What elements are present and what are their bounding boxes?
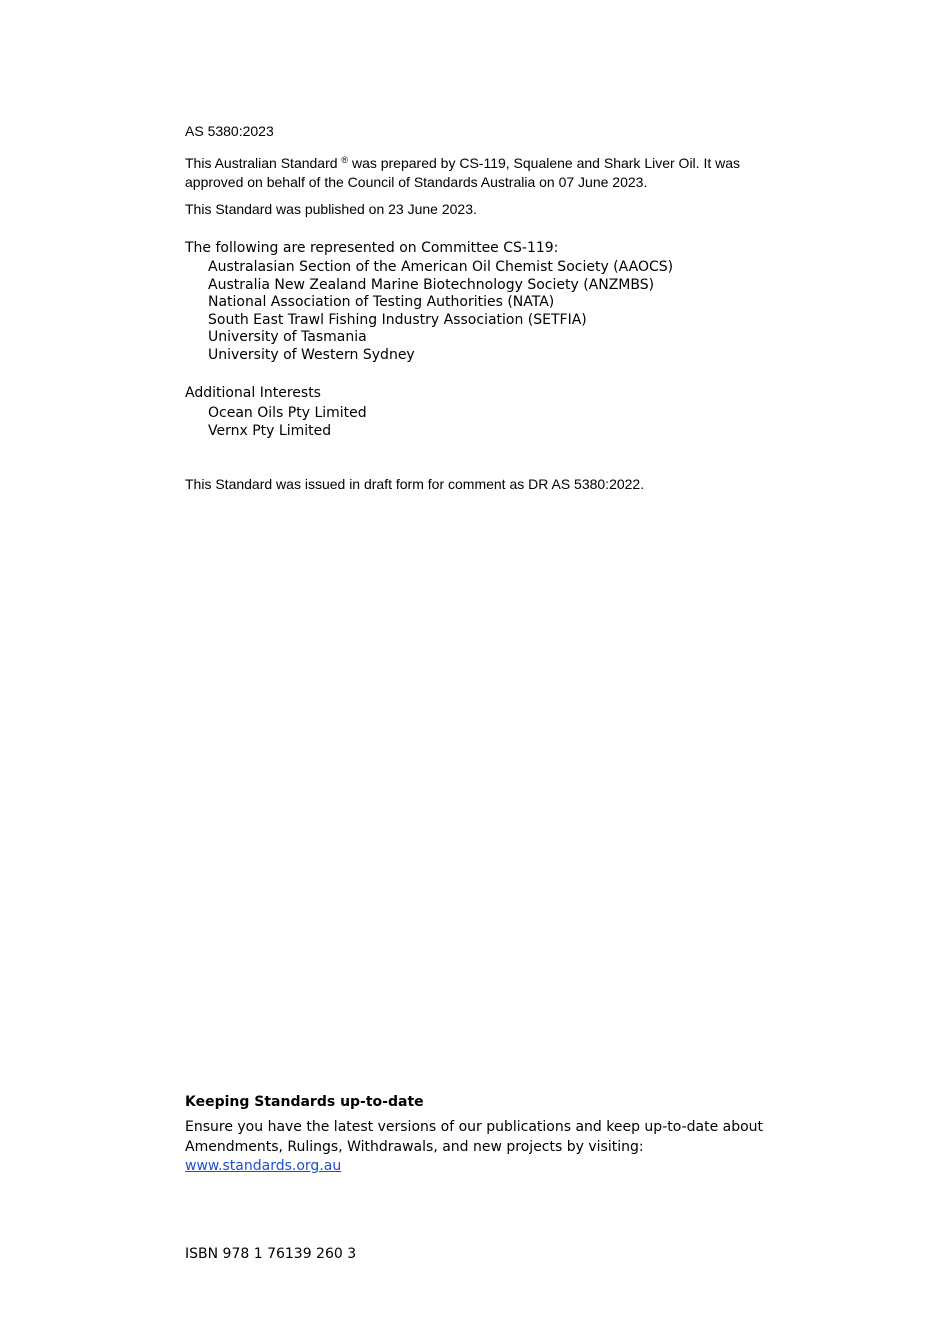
- committee-member: Australasian Section of the American Oil Chemist Society (AAOCS): [208, 259, 674, 275]
- registered-mark: ®: [341, 155, 349, 165]
- committee-member-list: [208, 259, 673, 364]
- additional-interests-heading: Additional Interests: [185, 385, 321, 401]
- preparation-text-end: was prepared by CS-119, Squalene and Shark Liver Oil. It was approved on behalf of the Council of Standards Australia on 07 June 2023.: [185, 155, 741, 190]
- publication-date: This Standard was published on 23 June 2023.: [185, 201, 477, 217]
- keeping-up-to-date-text: Ensure you have the latest versions of our publications and keep up-to-date about Amendments, Rulings, Withdrawals, and new projects by visiting:: [185, 1119, 764, 1155]
- preparation-statement: [185, 154, 785, 192]
- committee-member: South East Trawl Fishing Industry Association (SETFIA): [208, 311, 587, 328]
- additional-interests-list: [208, 405, 367, 440]
- standards-website-link[interactable]: www.standards.org.au: [185, 1158, 342, 1174]
- committee-intro: The following are represented on Committee CS-119:: [185, 240, 559, 256]
- preparation-text-start: This Australian Standard: [185, 155, 342, 171]
- committee-member: Australia New Zealand Marine Biotechnology Society (ANZMBS): [208, 276, 655, 293]
- committee-member: University of Western Sydney: [208, 346, 415, 363]
- additional-interest-member: Ocean Oils Pty Limited: [208, 405, 367, 421]
- draft-note: This Standard was issued in draft form for comment as DR AS 5380:2022.: [185, 476, 645, 492]
- committee-member: National Association of Testing Authorities (NATA): [208, 294, 555, 310]
- keeping-up-to-date-title: Keeping Standards up-to-date: [185, 1094, 424, 1110]
- document-id: AS 5380:2023: [185, 123, 274, 139]
- isbn: ISBN 978 1 76139 260 3: [185, 1246, 357, 1262]
- additional-interest-member: Vernx Pty Limited: [208, 422, 332, 439]
- committee-member: University of Tasmania: [208, 329, 367, 345]
